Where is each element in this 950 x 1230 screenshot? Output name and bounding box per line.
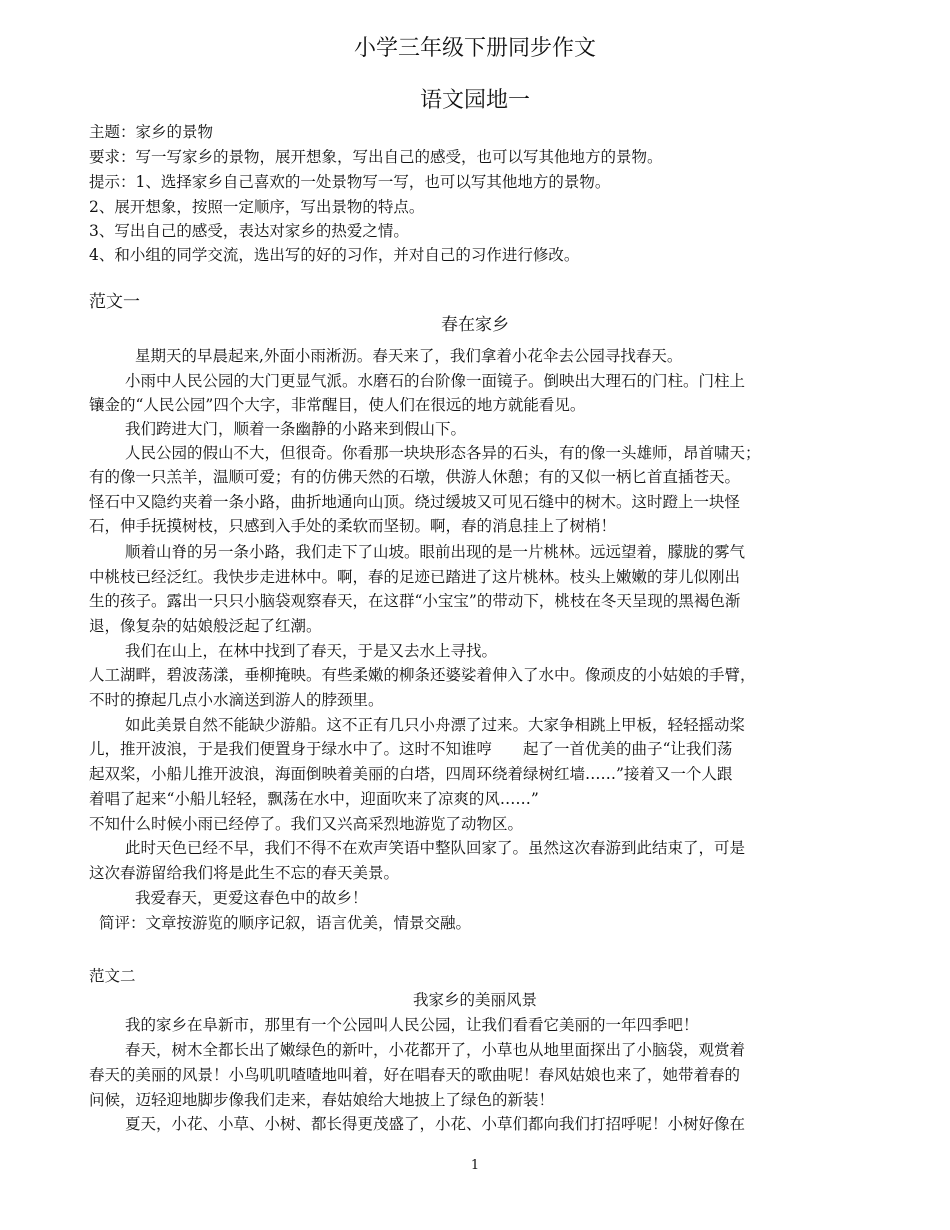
text-line: 生的孩子。露出一只只小脑袋观察春天，在这群“小宝宝”的带动下，桃枝在冬天呈现的黑褐色渐	[89, 592, 741, 610]
text-line: 春天，树木全都长出了嫩绿色的新叶，小花都开了，小草也从地里面探出了小脑袋，观赏着	[125, 1041, 746, 1059]
text-line: 起双桨，小船儿推开波浪，海面倒映着美丽的白塔，四周环绕着绿树红墙……”接着又一个人跟	[89, 765, 733, 783]
text-line: 顺着山脊的另一条小路，我们走下了山坡。眼前出现的是一片桃林。远远望着，朦胧的雾气	[125, 543, 746, 561]
text-line: 要求：写一写家乡的景物，展开想象，写出自己的感受，也可以写其他地方的景物。	[89, 148, 663, 166]
text-line: 2、展开想象，按照一定顺序，写出景物的特点。	[89, 198, 425, 216]
text-line: 有的像一只羔羊，温顺可爱；有的仿佛天然的石墩，供游人休憩；有的又似一柄匕首直插苍天。	[89, 468, 741, 486]
text-line: 主题：家乡的景物	[89, 123, 214, 141]
text-line: 问候，迈轻迎地脚步像我们走来，春姑娘给大地披上了绿色的新装！	[89, 1091, 555, 1109]
text-line: 儿，推开波浪，于是我们便置身于绿水中了。这时不知谁哼 起了一首优美的曲子“让我们荡	[89, 740, 733, 758]
text-line: 星期天的早晨起来,外面小雨淅沥。春天来了，我们拿着小花伞去公园寻找春天。	[135, 347, 683, 365]
text-line: 小雨中人民公园的大门更显气派。水磨石的台阶像一面镜子。倒映出大理石的门柱。门柱上	[125, 372, 746, 390]
text-line: 怪石中又隐约夹着一条小路，曲折地通向山顶。绕过缓坡又可见石缝中的树木。这时蹬上一块怪	[89, 493, 741, 511]
text-line: 春在家乡	[441, 315, 509, 335]
text-line: 这次春游留给我们将是此生不忘的春天美景。	[89, 864, 400, 882]
text-line: 我的家乡在阜新市，那里有一个公园叫人民公园，让我们看看它美丽的一年四季吧！	[125, 1016, 699, 1034]
text-line: 我们跨进大门，顺着一条幽静的小路来到假山下。	[125, 420, 467, 438]
text-line: 提示：1、选择家乡自己喜欢的一处景物写一写，也可以写其他地方的景物。	[89, 173, 611, 191]
text-line: 范文一	[89, 292, 140, 312]
page-number: 1	[470, 1158, 480, 1173]
text-line: 不时的撩起几点小水滴送到游人的脖颈里。	[89, 691, 384, 709]
text-line: 如此美景自然不能缺少游船。这不正有几只小舟漂了过来。大家争相跳上甲板，轻轻摇动桨	[125, 716, 746, 734]
text-line: 4、和小组的同学交流，选出写的好的习作，并对自己的习作进行修改。	[89, 246, 580, 264]
text-line: 退，像复杂的姑娘般泛起了红潮。	[89, 617, 322, 635]
text-line: 镶金的“人民公园”四个大字，非常醒目，使人们在很远的地方就能看见。	[89, 396, 586, 414]
text-line: 我们在山上，在林中找到了春天，于是又去水上寻找。	[125, 642, 498, 660]
document-title: 小学三年级下册同步作文	[353, 36, 596, 61]
text-line: 不知什么时候小雨已经停了。我们又兴高采烈地游览了动物区。	[89, 815, 524, 833]
text-line: 春天的美丽的风景！小鸟叽叽喳喳地叫着，好在唱春天的歌曲呢！春风姑娘也来了，她带着春的	[89, 1066, 741, 1084]
text-line: 着唱了起来“小船儿轻轻，飘荡在水中，迎面吹来了凉爽的风……”	[89, 790, 539, 808]
text-line: 石，伸手抚摸树枝，只感到入手处的柔软而坚韧。啊，春的消息挂上了树梢！	[89, 517, 617, 535]
text-line: 3、写出自己的感受，表达对家乡的热爱之情。	[89, 222, 409, 240]
text-line: 我爱春天，更爱这春色中的故乡！	[135, 889, 368, 907]
text-line: 人民公园的假山不大，但很奇。你看那一块块形态各异的石头，有的像一头雄师，昂首啸天；	[125, 444, 761, 462]
document-subtitle: 语文园地一	[419, 88, 530, 113]
text-line: 人工湖畔，碧波荡漾，垂柳掩映。有些柔嫩的柳条还婆娑着伸入了水中。像顽皮的小姑娘的手臂，	[89, 666, 756, 684]
text-line: 此时天色已经不早，我们不得不在欢声笑语中整队回家了。虽然这次春游到此结束了，可是	[125, 839, 746, 857]
text-line: 中桃枝已经泛红。我快步走进林中。啊，春的足迹已踏进了这片桃林。枝头上嫩嫩的芽儿似刚出	[89, 568, 741, 586]
text-line: 夏天，小花、小草、小树、都长得更茂盛了，小花、小草们都向我们打招呼呢！小树好像在	[125, 1115, 746, 1133]
text-line: 简评：文章按游览的顺序记叙，语言优美，情景交融。	[99, 914, 472, 932]
text-line: 我家乡的美丽风景	[412, 991, 537, 1009]
text-line: 范文二	[89, 967, 136, 985]
